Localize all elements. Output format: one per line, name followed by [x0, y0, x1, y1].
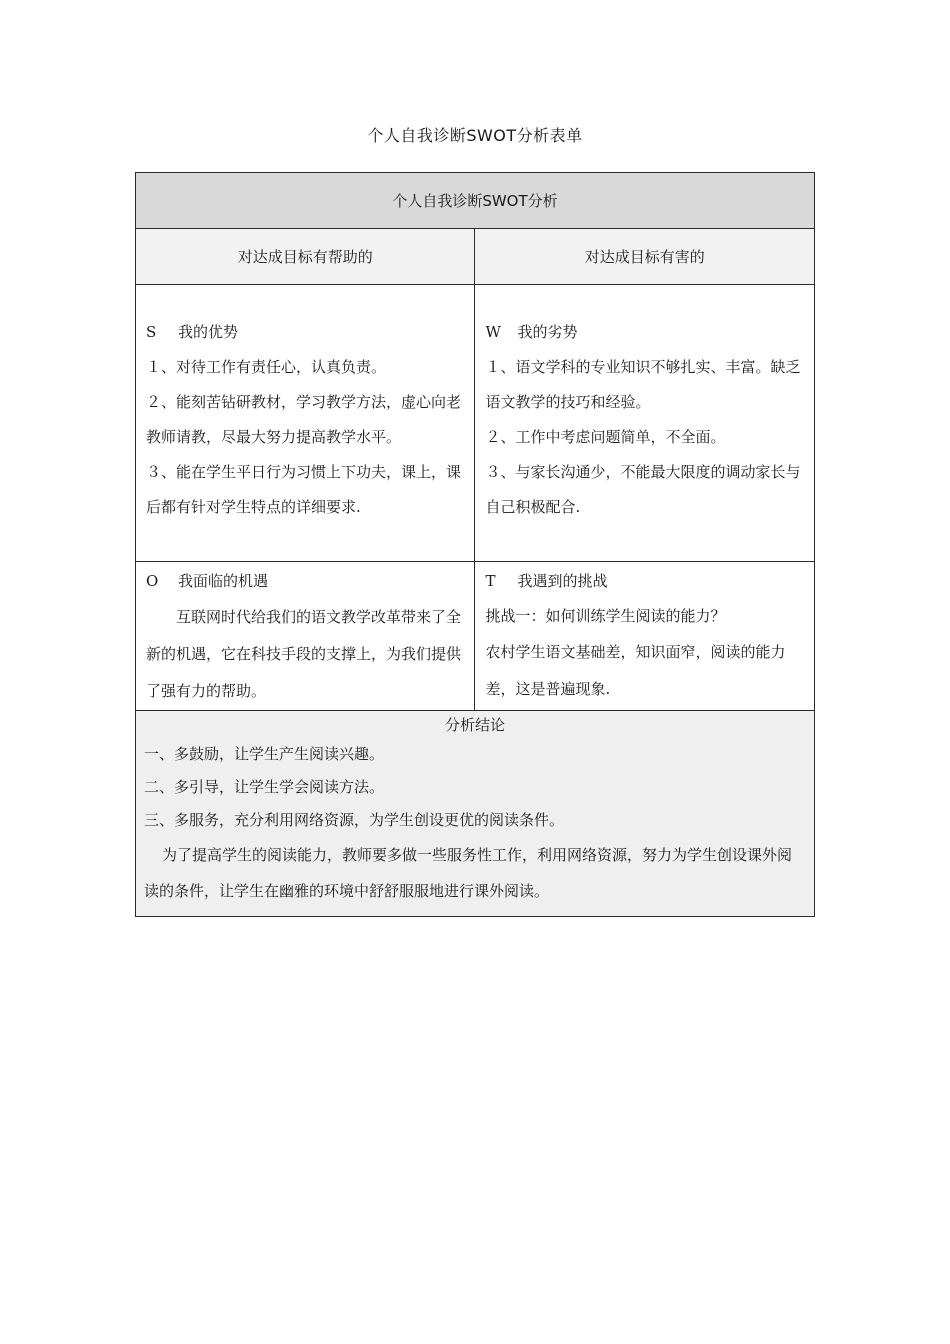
opportunities-title: 我面临的机遇 — [178, 572, 269, 590]
strengths-letter: S — [146, 323, 157, 341]
weaknesses-letter: W — [485, 323, 501, 341]
conclusion-item: 一、多鼓励，让学生产生阅读兴趣。 — [144, 745, 385, 763]
threats-heading — [485, 564, 806, 599]
weaknesses-cell — [475, 285, 815, 562]
weaknesses-title: 我的劣势 — [517, 323, 578, 341]
threats-text: 农村学生语文基础差，知识面窄，阅读的能力差，这是普遍现象. — [485, 643, 786, 698]
strengths-cell — [136, 285, 475, 562]
conclusion-summary: 为了提高学生的阅读能力，教师要多做一些服务性工作，利用网络资源，努力为学生创设课外阅读的条件，让学生在幽雅的环境中舒舒服服地进行课外阅读。 — [144, 846, 793, 900]
opportunities-cell — [136, 562, 475, 711]
opportunities-heading — [146, 564, 466, 599]
conclusion-item: 二、多引导，让学生学会阅读方法。 — [144, 778, 385, 796]
conclusion-row — [136, 711, 815, 917]
strengths-heading — [146, 315, 466, 350]
weaknesses-item: ２、工作中考虑问题简单，不全面。 — [485, 428, 726, 446]
strengths-weaknesses-row — [136, 285, 815, 562]
opportunities-threats-row — [136, 562, 815, 711]
conclusion-title: 分析结论 — [444, 716, 505, 734]
weaknesses-item: ３、与家长沟通少，不能最大限度的调动家长与自己积极配合. — [485, 463, 801, 516]
conclusion-item: 三、多服务，充分利用网络资源，为学生创设更优的阅读条件。 — [144, 811, 565, 829]
weaknesses-heading — [485, 315, 806, 350]
threats-letter: T — [485, 572, 496, 590]
opportunities-letter: O — [146, 572, 159, 590]
conclusion-cell — [136, 711, 815, 917]
threats-question: 挑战一：如何训练学生阅读的能力？ — [485, 607, 726, 625]
strengths-title: 我的优势 — [178, 323, 239, 341]
strengths-item: ３、能在学生平日行为习惯上下功夫，课上，课后都有针对学生特点的详细要求. — [146, 463, 462, 516]
category-row — [136, 229, 815, 285]
threats-title: 我遇到的挑战 — [517, 572, 608, 590]
table-header-row — [136, 173, 815, 229]
strengths-item: ２、能刻苦钻研教材，学习教学方法，虚心向老教师请教，尽最大努力提高教学水平。 — [146, 393, 462, 446]
strengths-item: １、对待工作有责任心，认真负责。 — [146, 358, 387, 376]
harmful-label: 对达成目标有害的 — [475, 229, 815, 285]
weaknesses-item: １、语文学科的专业知识不够扎实、丰富。缺乏语文教学的技巧和经验。 — [485, 358, 801, 411]
table-header: 个人自我诊断SWOT分析 — [136, 173, 815, 229]
opportunities-text: 互联网时代给我们的语文教学改革带来了全新的机遇，它在科技手段的支撑上，为我们提供了强有力的帮助。 — [146, 608, 462, 700]
threats-cell — [475, 562, 815, 711]
swot-table — [135, 172, 815, 917]
helpful-label: 对达成目标有帮助的 — [136, 229, 475, 285]
document-title: 个人自我诊断SWOT分析表单 — [367, 126, 583, 145]
